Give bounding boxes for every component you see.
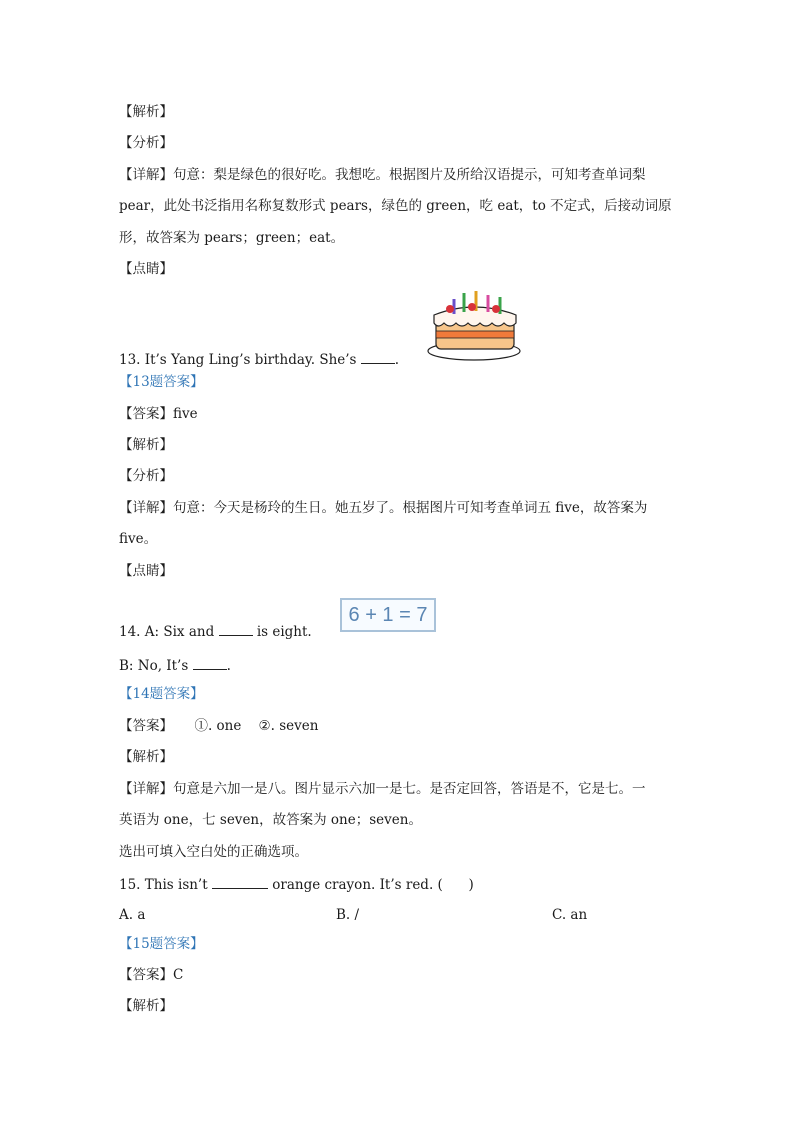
q15-answer-value: C xyxy=(173,967,184,983)
q14-answer-label: 【答案】 xyxy=(119,718,173,734)
q13-answer xyxy=(119,405,198,423)
q15-answer-label: 【答案】 xyxy=(119,967,173,983)
q12-fenxi-heading: 【分析】 xyxy=(119,135,173,151)
q12-xiangjie-line-3: 形，故答案为 pears；green；eat。 xyxy=(119,230,345,246)
q13-fenxi-heading: 【分析】 xyxy=(119,468,173,484)
q13-answer-blank xyxy=(361,350,395,364)
q15-option-b: B. / xyxy=(336,907,360,923)
q14-answer-tag: 【14题答案】 xyxy=(119,686,204,702)
q13-answer-tag: 【13题答案】 xyxy=(119,374,204,390)
q14-question-a-end: is eight. xyxy=(256,624,312,640)
q15-blank xyxy=(212,875,268,889)
birthday-cake-image xyxy=(426,285,526,363)
q15-option-a: A. a xyxy=(119,907,146,923)
q15-question-end: orange crayon. It’s red. ( ) xyxy=(272,877,474,893)
q14-question-a xyxy=(119,622,312,641)
q13-question-text: 13. It’s Yang Ling’s birthday. She’s xyxy=(119,352,357,368)
q14-blank-2 xyxy=(193,656,227,670)
q14-question-b xyxy=(119,656,231,675)
q14-question-b-start: B: No, It’s xyxy=(119,658,189,674)
q14-question-a-start: 14. A: Six and xyxy=(119,624,215,640)
q12-xiangjie-line-2: pear，此处书泛指用名称复数形式 pears，绿色的 green，吃 eat，to 不定式，后接动词原 xyxy=(119,198,672,214)
equation-image: 6 + 1 = 7 xyxy=(340,598,436,632)
q15-question xyxy=(119,875,474,894)
q13-question xyxy=(119,350,399,369)
q13-jiexi-heading: 【解析】 xyxy=(119,437,173,453)
q15-option-c: C. an xyxy=(552,907,588,923)
q13-xiangjie-line-1: 【详解】句意：今天是杨玲的生日。她五岁了。根据图片可知考查单词五 five，故答案为 xyxy=(119,500,648,516)
q14-question-b-end: . xyxy=(226,658,231,674)
q13-question-end: . xyxy=(394,352,400,368)
q14-answer xyxy=(119,717,318,735)
q12-xiangjie-line-1: 【详解】句意：梨是绿色的很好吃。我想吃。根据图片及所给汉语提示，可知考查单词梨 xyxy=(119,167,646,183)
q14-blank-1 xyxy=(219,622,253,636)
q15-jiexi-heading: 【解析】 xyxy=(119,998,173,1014)
q13-answer-label: 【答案】 xyxy=(119,406,173,422)
q13-answer-value: five xyxy=(173,406,198,422)
q14-xiangjie-line-1: 【详解】句意是六加一是八。图片显示六加一是七。是否定回答，答语是不，它是七。一 xyxy=(119,781,646,797)
q15-answer-tag: 【15题答案】 xyxy=(119,936,204,952)
q12-jiexi-heading: 【解析】 xyxy=(119,104,173,120)
q15-question-start: 15. This isn’t xyxy=(119,877,208,893)
q13-dianjing-heading: 【点睛】 xyxy=(119,563,173,579)
q14-xiangjie-line-2: 英语为 one，七 seven，故答案为 one；seven。 xyxy=(119,812,422,828)
q12-dianjing-heading: 【点睛】 xyxy=(119,261,173,277)
q14-answer-2: ②. seven xyxy=(258,718,319,734)
q13-xiangjie-line-2: five。 xyxy=(119,531,158,547)
section-instruction: 选出可填入空白处的正确选项。 xyxy=(119,844,308,860)
q14-answer-1: ①. one xyxy=(194,718,242,734)
q14-jiexi-heading: 【解析】 xyxy=(119,749,173,765)
q15-answer xyxy=(119,966,183,984)
